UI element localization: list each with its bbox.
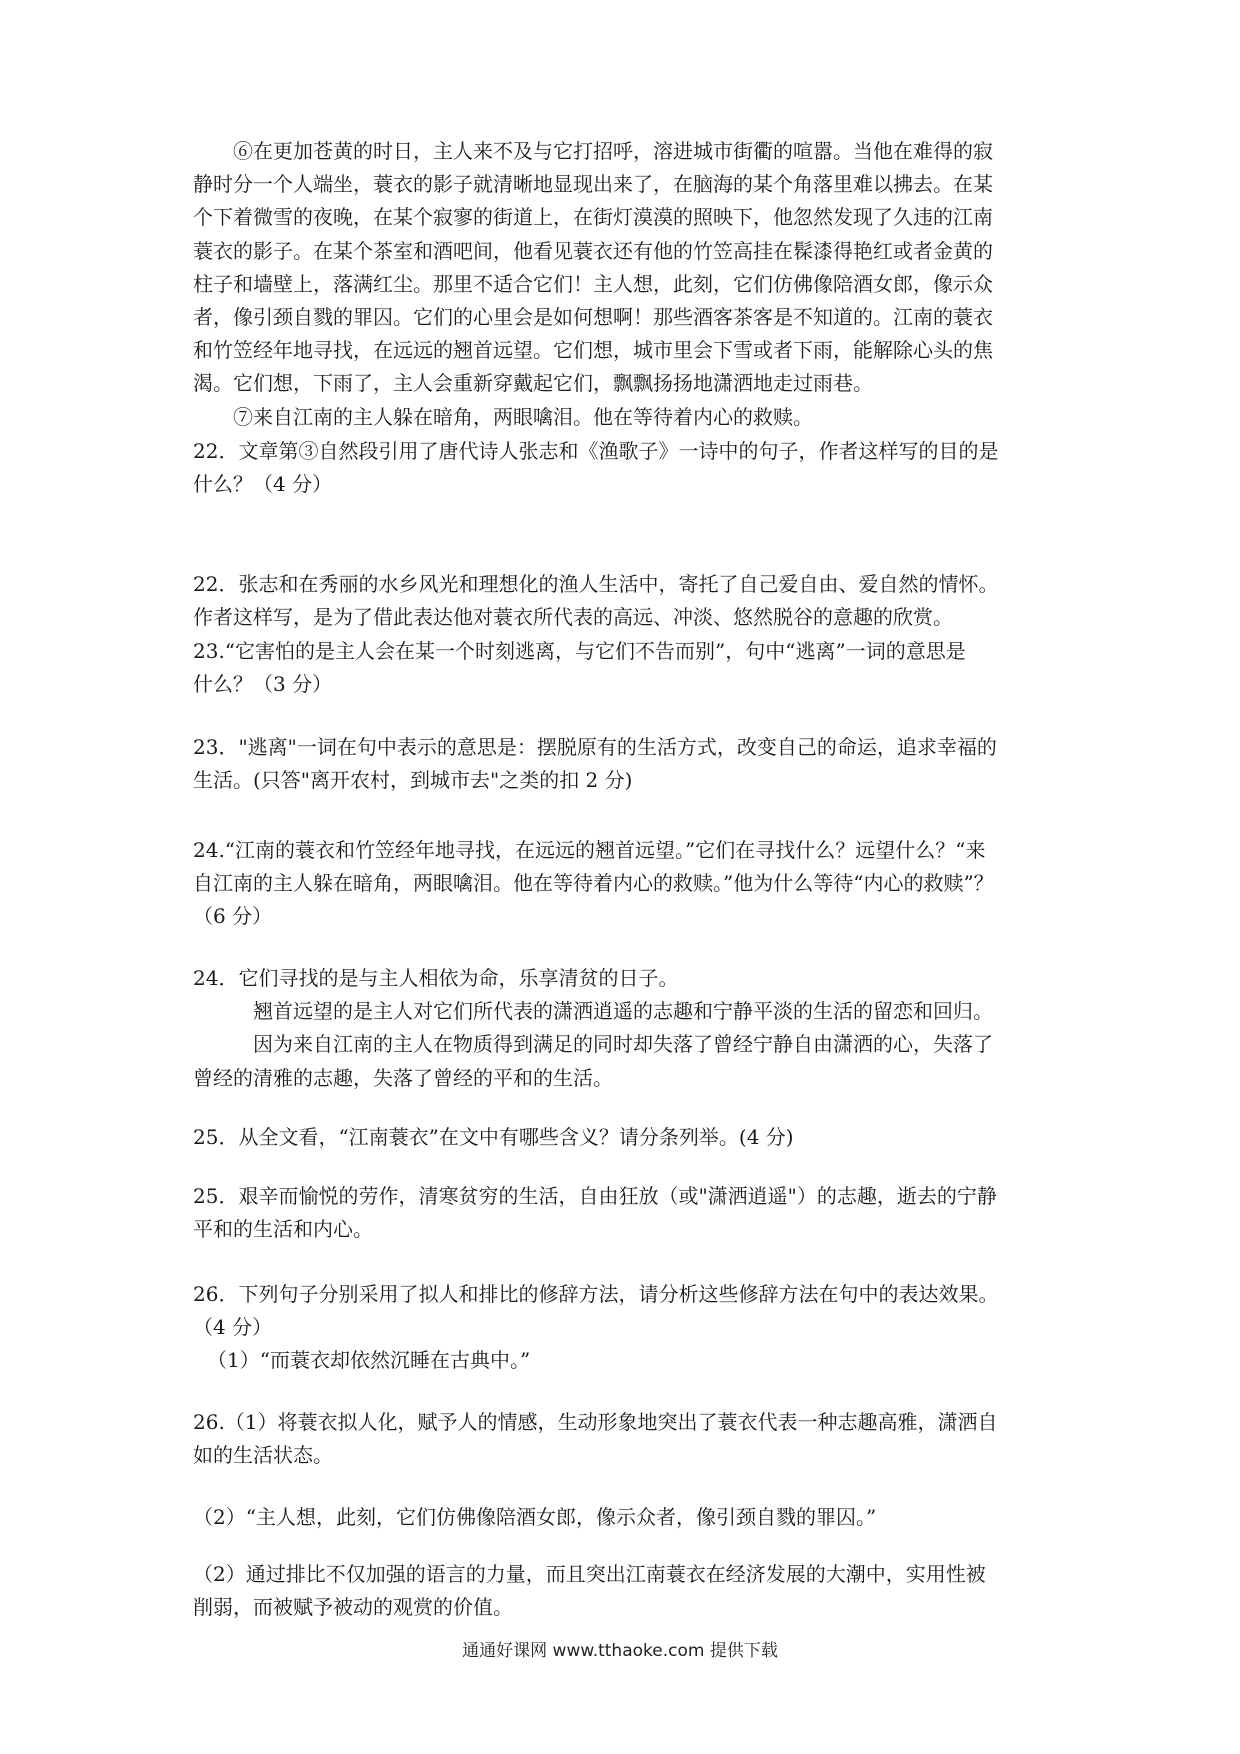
question-line: 23.“它害怕的是主人会在某一个时刻逃离，与它们不告而别”，句中“逃离”一词的意思是 (193, 639, 966, 663)
text-line: 蓑衣的影子。在某个茶室和酒吧间，他看见蓑衣还有他的竹笠高挂在髹漆得艳红或者金黄的 (193, 238, 993, 263)
text-line: 者，像引颈自戮的罪囚。它们的心里会是如何想啊！那些酒客茶客是不知道的。江南的蓑衣 (193, 304, 993, 329)
answer-line: 22．张志和在秀丽的水乡风光和理想化的渔人生活中，寄托了自己爱自由、爱自然的情怀。 (193, 572, 999, 596)
question-26-sub-1: （1）“而蓑衣却依然沉睡在古典中。” (207, 1348, 531, 1373)
answer-line: 翘首远望的是主人对它们所代表的潇洒逍遥的志趣和宁静平淡的生活的留恋和回归。 (253, 999, 993, 1024)
answer-24 (193, 962, 1063, 1095)
question-line: 什么？（3 分） (193, 672, 333, 697)
passage-paragraph-6 (193, 135, 1063, 434)
question-22 (193, 435, 1063, 501)
passage-paragraph-7: ⑦来自江南的主人躲在暗角，两眼噙泪。他在等待着内心的救赎。 (233, 404, 813, 429)
question-line: 25．从全文看，“江南蓑衣”在文中有哪些含义？请分条列举。(4 分) (193, 1125, 794, 1149)
question-24 (193, 834, 1063, 934)
question-26 (193, 1278, 1063, 1378)
question-line: 什么？（4 分） (193, 472, 333, 497)
text-line: 柱子和墙壁上，落满红尘。那里不适合它们！主人想，此刻，它们仿佛像陪酒女郎，像示众 (193, 271, 993, 296)
answer-26-1 (193, 1406, 1063, 1472)
question-line: 24.“江南的蓑衣和竹笠经年地寻找，在远远的翘首远望。”它们在寻找什么？远望什么？“来 (193, 838, 986, 862)
answer-line: 作者这样写，是为了借此表达他对蓑衣所代表的高远、冲淡、悠然脱谷的意趣的欣赏。 (193, 605, 953, 630)
question-line: （6 分） (193, 904, 273, 929)
answer-22 (193, 568, 1063, 634)
answer-line: 削弱，而被赋予被动的观赏的价值。 (193, 1595, 513, 1620)
answer-line: 生活。(只答"离开农村，到城市去"之类的扣 2 分) (193, 768, 633, 793)
answer-line: 曾经的清雅的志趣，失落了曾经的平和的生活。 (193, 1065, 613, 1090)
question-25 (193, 1121, 1063, 1154)
answer-line: （2）通过排比不仅加强的语言的力量，而且突出江南蓑衣在经济发展的大潮中，实用性被 (193, 1562, 986, 1586)
question-line: （2）“主人想，此刻，它们仿佛像陪酒女郎，像示众者，像引颈自戮的罪囚。” (193, 1505, 877, 1529)
question-23 (193, 635, 1063, 701)
question-line: 26．下列句子分别采用了拟人和排比的修辞方法，请分析这些修辞方法在句中的表达效果。 (193, 1282, 999, 1306)
answer-line: 如的生活状态。 (193, 1443, 333, 1468)
answer-line: 23．"逃离"一词在句中表示的意思是：摆脱原有的生活方式，改变自己的命运，追求幸福的 (193, 735, 997, 759)
answer-line: 24．它们寻找的是与主人相依为命，乐享清贫的日子。 (193, 966, 679, 990)
question-line: （4 分） (193, 1315, 273, 1340)
answer-26-2 (193, 1558, 1063, 1624)
answer-line: 25．艰辛而愉悦的劳作，清寒贫穷的生活，自由狂放（或"潇洒逍遥"）的志趣，逝去的宁静 (193, 1184, 997, 1208)
question-line: 22．文章第③自然段引用了唐代诗人张志和《渔歌子》一诗中的句子，作者这样写的目的是 (193, 439, 999, 463)
question-line: 自江南的主人躲在暗角，两眼噙泪。他在等待着内心的救赎。”他为什么等待“内心的救赎”？ (193, 871, 994, 896)
answer-line: 因为来自江南的主人在物质得到满足的同时却失落了曾经宁静自由潇洒的心，失落了 (253, 1032, 993, 1057)
question-26-sub-2 (193, 1501, 1063, 1534)
answer-23 (193, 731, 1063, 797)
text-line: 渴。它们想，下雨了，主人会重新穿戴起它们，飘飘扬扬地潇洒地走过雨巷。 (193, 371, 873, 396)
page-footer: 通通好课网 www.tthaoke.com 提供下载 (462, 1641, 778, 1661)
text-line: 静时分一个人端坐，蓑衣的影子就清晰地显现出来了，在脑海的某个角落里难以拂去。在某 (193, 172, 993, 197)
text-line: 和竹笠经年地寻找，在远远的翘首远望。它们想，城市里会下雪或者下雨，能解除心头的焦 (193, 338, 993, 363)
text-line: 个下着微雪的夜晚，在某个寂寥的街道上，在街灯漠漠的照映下，他忽然发现了久违的江南 (193, 205, 993, 230)
text-line: ⑥在更加苍黄的时日，主人来不及与它打招呼，溶进城市街衢的喧嚣。当他在难得的寂 (233, 139, 993, 163)
answer-line: 26.（1）将蓑衣拟人化，赋予人的情感，生动形象地突出了蓑衣代表一种志趣高雅，潇洒自 (193, 1410, 998, 1434)
answer-25 (193, 1180, 1063, 1246)
answer-line: 平和的生活和内心。 (193, 1217, 373, 1242)
